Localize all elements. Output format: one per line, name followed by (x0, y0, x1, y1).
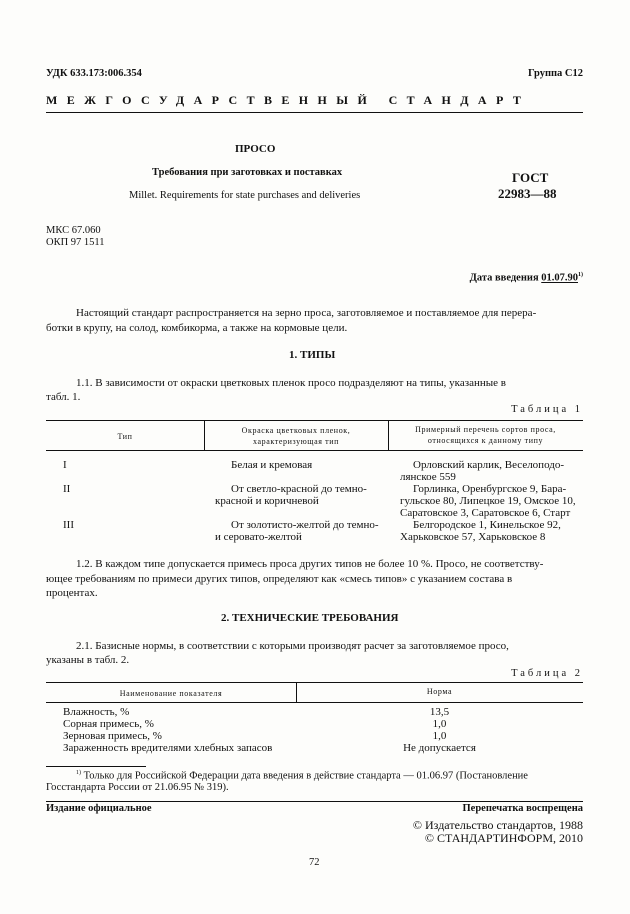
table2-row3-value: 1,0 (432, 730, 447, 742)
subtitle-en: Millet. Requirements for state purchases and deliveries (129, 190, 361, 201)
page-title: ПРОСО (235, 143, 276, 155)
footnote-line2: Госстандарта России от 21.06.95 № 319). (46, 782, 229, 793)
copyright-2: © СТАНДАРТИНФОРМ, 2010 (424, 831, 583, 845)
table1-row1-varieties-line2: лянское 559 (400, 471, 456, 483)
udk-code: УДК 633.173:006.354 (46, 68, 142, 79)
table1-row2-varieties-line2: гульское 80, Липецкое 19, Омское 10, (400, 495, 576, 507)
gost-label: ГОСТ (512, 170, 549, 185)
table1-header-rule (46, 450, 583, 451)
footer-rule (46, 801, 583, 802)
table2-caption: Таблица 2 (511, 668, 583, 679)
table2-row2-name: Сорная примесь, % (63, 718, 154, 730)
footnote-line1 (76, 770, 528, 782)
gost-number: 22983—88 (498, 186, 557, 201)
table1-header-varieties-line1: Примерный перечень сортов проса, (415, 425, 556, 434)
subtitle-ru: Требования при заготовках и поставках (152, 167, 343, 178)
table1-row3-varieties-line2: Харьковское 57, Харьковское 8 (400, 531, 546, 543)
table1-row2-type: II (63, 483, 71, 495)
table2-header-rule (46, 702, 583, 703)
page-number: 72 (309, 857, 320, 868)
table2-row2-value: 1,0 (432, 718, 447, 730)
section1-p1-line2: табл. 1. (46, 391, 81, 403)
intro-date (470, 272, 583, 284)
section2-p1-line2: указаны в табл. 2. (46, 654, 130, 666)
copyright-1: © Издательство стандартов, 1988 (412, 818, 583, 832)
table1-header-type: Тип (117, 432, 133, 441)
table1-row3-type: III (63, 519, 74, 531)
footnote-rule (46, 766, 146, 767)
section2-p1-line1: 2.1. Базисные нормы, в соответствии с которыми производят расчет за заготовляемое просо, (76, 640, 509, 652)
section1-p1-line1: 1.1. В зависимости от окраски цветковых пленок просо подразделяют на типы, указанные в (76, 377, 506, 389)
table1-row1-varieties-line1: Орловский карлик, Веселоподо- (413, 459, 565, 471)
official-edition: Издание официальное (46, 803, 152, 814)
group-code: Группа С12 (527, 68, 583, 79)
table1-header-varieties-line2: относящихся к данному типу (427, 436, 544, 445)
table1-row2-color-line1: От светло-красной до темно- (231, 483, 367, 495)
footnote-mark: 1) (76, 770, 81, 776)
standard-banner: МЕЖГОСУДАРСТВЕННЫЙ СТАНДАРТ (46, 93, 531, 107)
table2-row4-name: Зараженность вредителями хлебных запасов (63, 742, 273, 754)
table1-row3-varieties-line1: Белгородское 1, Кинельское 92, (413, 519, 561, 531)
section1-p2-line2: ющее требованиям по примеси других типов, определяют как «смесь типов» с указанием состава в (46, 573, 513, 585)
section2-heading: 2. ТЕХНИЧЕСКИЕ ТРЕБОВАНИЯ (221, 612, 399, 624)
table1-header-color-line2: характеризующая тип (253, 437, 339, 446)
table1-header-color-line1: Окраска цветковых пленок, (241, 426, 351, 435)
intro-date-footnote-mark: 1) (578, 272, 583, 278)
table1-caption: Таблица 1 (511, 404, 583, 415)
table1-row2-varieties-line1: Горлинка, Оренбургское 9, Бара- (413, 483, 567, 495)
table1-row1-type: I (63, 459, 67, 471)
table2-row1-name: Влажность, % (63, 706, 130, 718)
intro-paragraph-line2: ботки в крупу, на солод, комбикорма, а также на кормовые цели. (46, 322, 348, 334)
table1-top-rule (46, 420, 583, 421)
okp-code: ОКП 97 1511 (46, 237, 105, 248)
table2-header-norm: Норма (426, 687, 453, 696)
reprint-notice: Перепечатка воспрещена (462, 803, 583, 814)
section1-heading: 1. ТИПЫ (289, 349, 336, 361)
table1-row2-varieties-line3: Саратовское 3, Саратовское 6, Старт (400, 507, 571, 519)
table2-row4-value: Не допускается (403, 742, 476, 754)
table2-row1-value: 13,5 (429, 706, 450, 718)
mks-code: МКС 67.060 (46, 225, 101, 236)
table1-row1-color: Белая и кремовая (231, 459, 313, 471)
section1-p2-line3: процентах. (46, 587, 98, 599)
table2-row3-name: Зерновая примесь, % (63, 730, 162, 742)
footnote-text-line1: Только для Российской Федерации дата введения в действие стандарта — 01.06.97 (Постановление (83, 770, 528, 782)
table2-header-name: Наименование показателя (119, 689, 223, 698)
intro-date-label: Дата введения (469, 272, 539, 284)
section1-p2-line1: 1.2. В каждом типе допускается примесь проса других типов не более 10 %. Просо, не соответству- (76, 558, 544, 570)
intro-date-value: 01.07.90 (541, 272, 578, 284)
table1-row2-color-line2: красной и коричневой (215, 495, 319, 507)
table1-row3-color-line2: и серовато-желтой (215, 531, 302, 543)
intro-paragraph-line1: Настоящий стандарт распространяется на зерно проса, заготовляемое и поставляемое для перера- (76, 307, 537, 319)
table1-row3-color-line1: От золотисто-желтой до темно- (231, 519, 379, 531)
header-rule (46, 112, 583, 113)
table2-top-rule (46, 682, 583, 683)
